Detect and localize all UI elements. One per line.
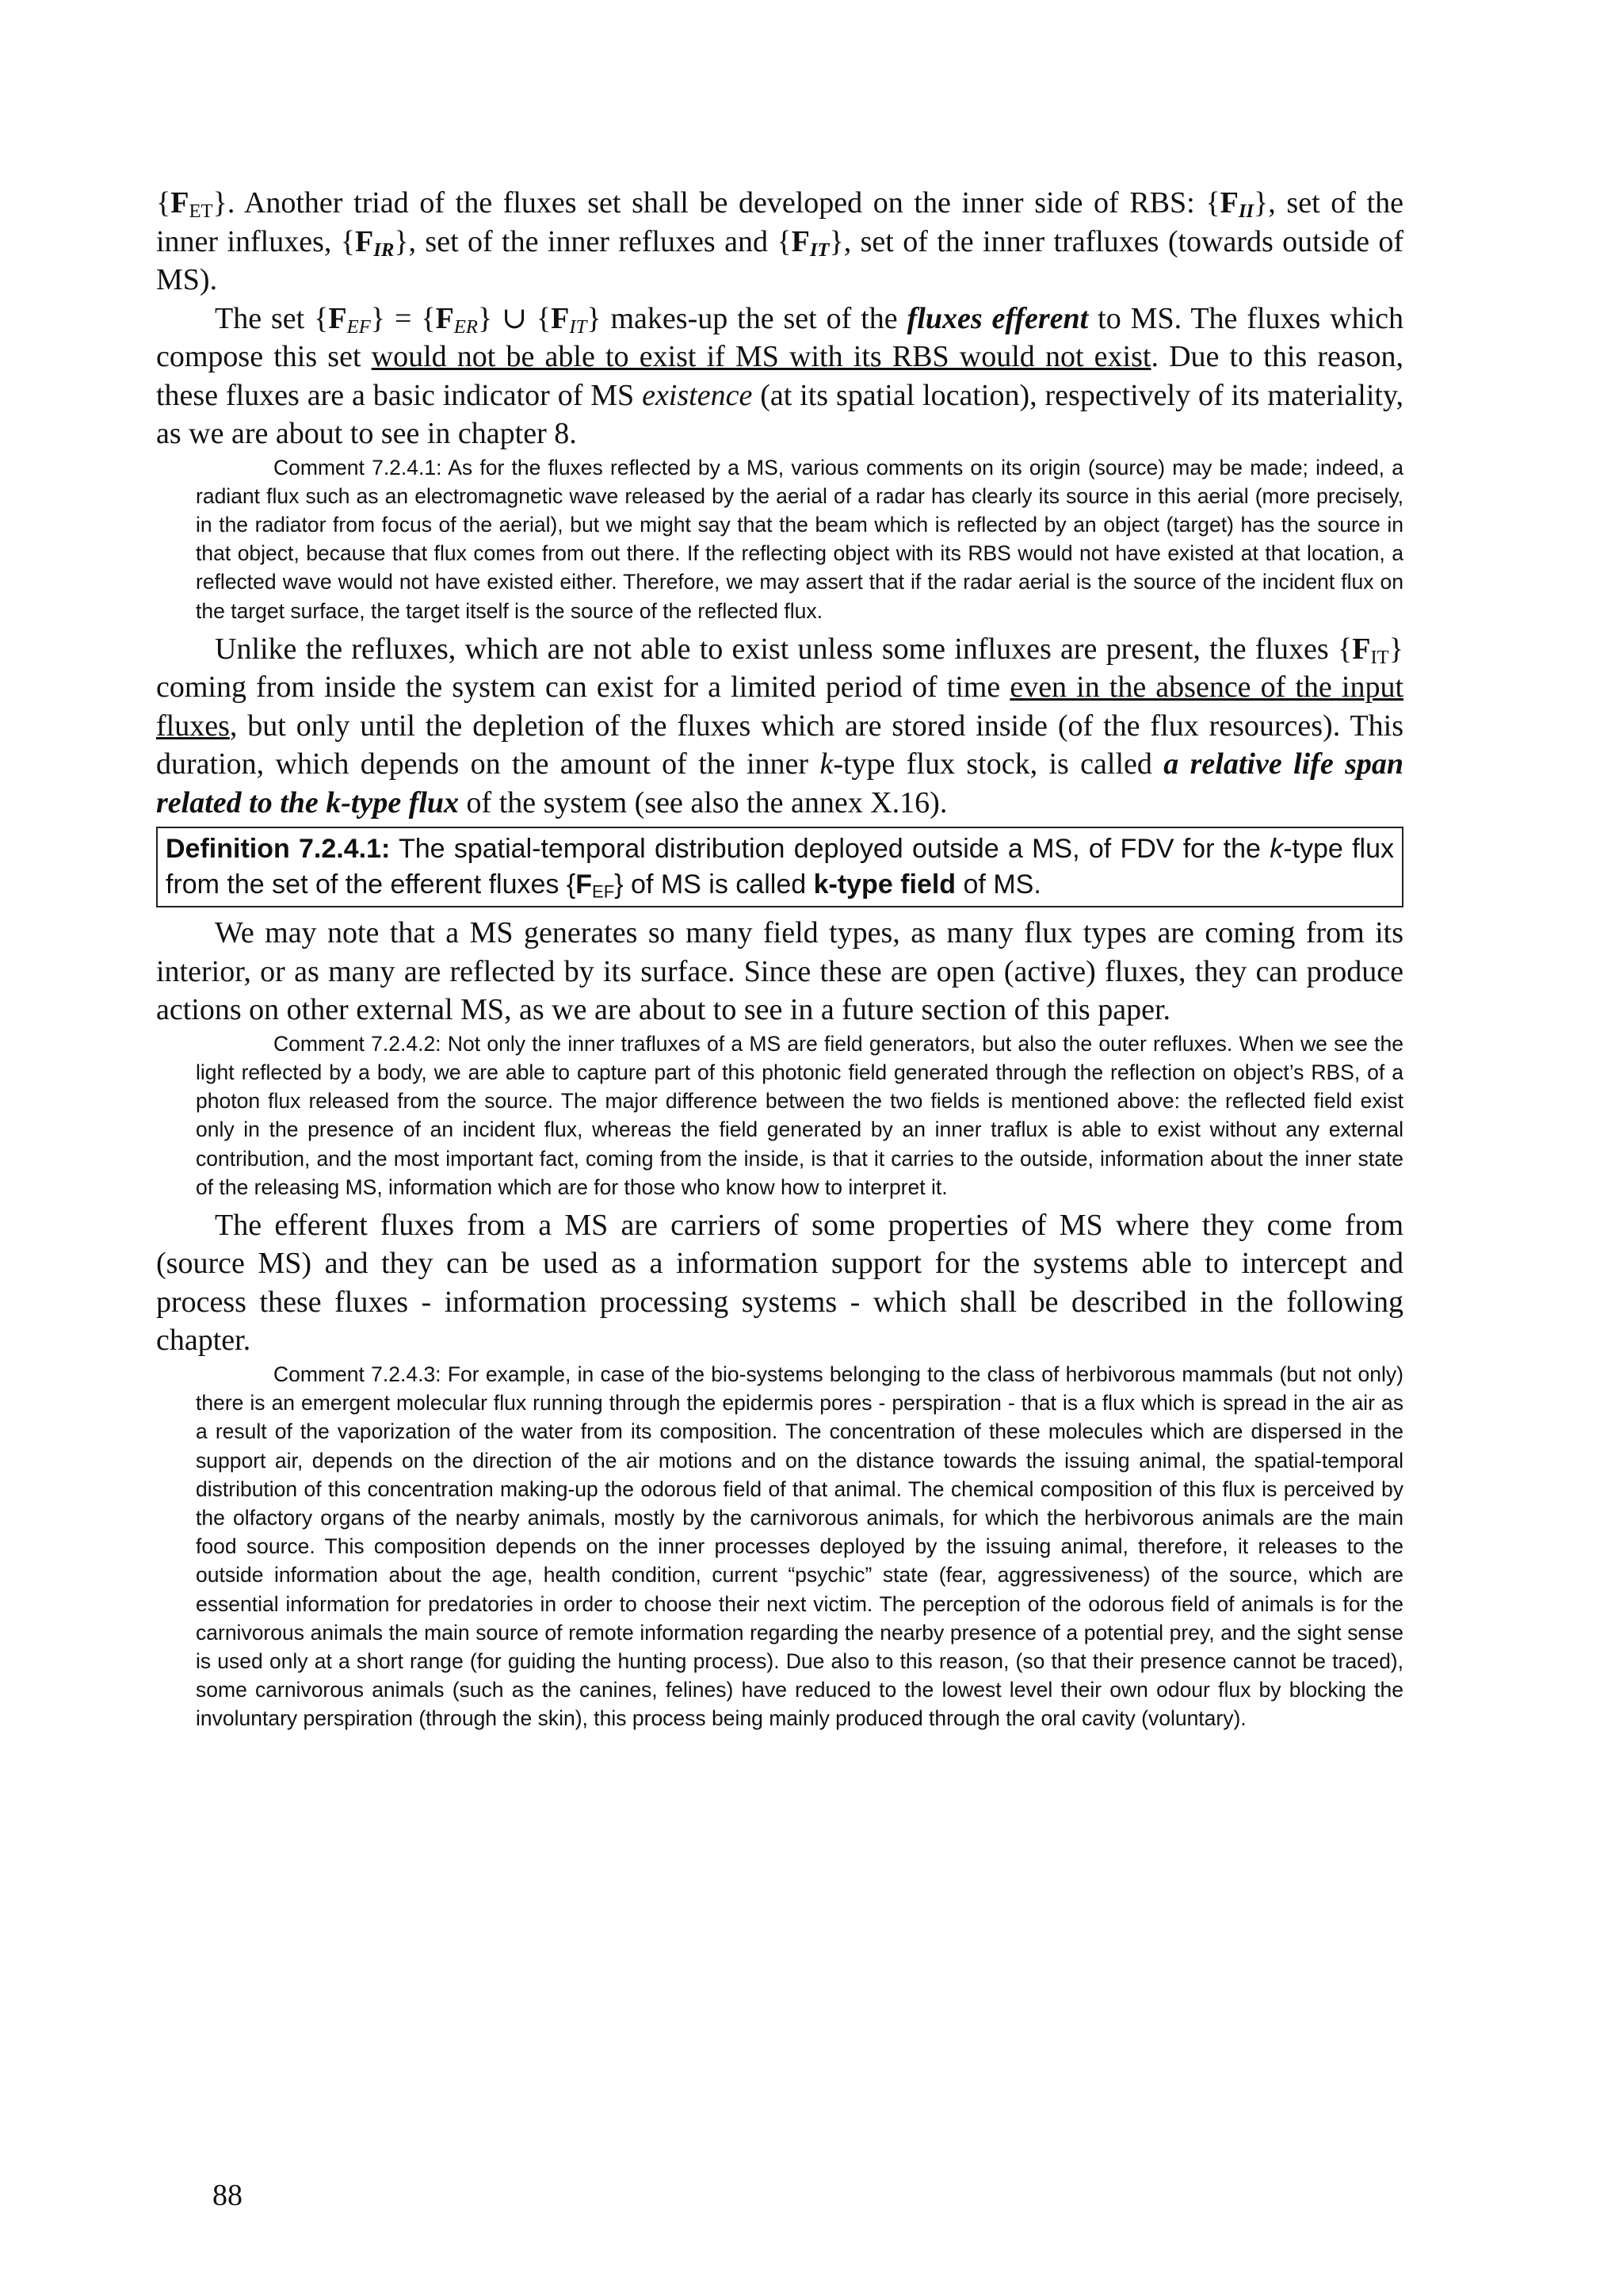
- comment-7-2-4-1: [196, 453, 1403, 625]
- comment-text: Comment 7.2.4.2: Not only the inner trafluxes of a MS are field generators, but also the outer refluxes. When we see the light reflected by a body, we are able to capture part of this photonic field generated through the reflection on object’s RBS, of a photon flux released from the source. The major difference between the two fields is mentioned above: the reflected field exist only in the presence of an incident flux, whereas the field generated by an inner traflux is able to exist without any external contribution, and the most important fact, coming from the inside, is that it carries to the outside, information about the inner state of the releasing MS, information which are for those who know how to interpret it.: [196, 1031, 1403, 1199]
- text: of MS.: [956, 869, 1041, 900]
- paragraph-field-types: We may note that a MS generates so many field types, as many flux types are coming from its interior, or as many are reflected by its surface. Since these are open (active) fluxes, they can produce actions on other external MS, as we are about to see in a future section of this paper.: [156, 916, 1403, 1027]
- text: -type flux stock, is called: [833, 747, 1164, 781]
- italic-text: k: [819, 747, 834, 781]
- text: (at its spatial location), respectively of its materiality, as we are about to see in chapter 8.: [156, 378, 1403, 450]
- subscript: IT: [569, 315, 587, 338]
- text: } makes-up the set of the: [586, 301, 907, 335]
- text: The set {: [215, 301, 329, 335]
- symbol-F: F: [575, 869, 593, 900]
- text: -type flux from the set of the efferent fluxes {: [166, 834, 1394, 900]
- text: } = {: [370, 301, 436, 335]
- emphasis: a relative life span related to the k-type flux: [156, 747, 1404, 819]
- comment-text: Comment 7.2.4.1: As for the fluxes reflected by a MS, various comments on its origin (source) may be made; indeed, a radiant flux such as an electromagnetic wave released by the aerial of a radar has clearly its source in this aerial (more precisely, in the radiator from focus of the aerial), but we might say that the beam which is reflected by an object (target) has the source in that object, because that flux comes from out there. If the reflecting object with its RBS would not have existed at that location, a reflected wave would not have existed either. Therefore, we may assert that if the radar aerial is the source of the incident flux on the target surface, the target itself is the source of the reflected flux.: [196, 455, 1403, 623]
- italic-text: k: [1270, 834, 1284, 865]
- symbol-F: F: [355, 224, 374, 258]
- comment-7-2-4-3: [196, 1360, 1403, 1733]
- definition-box: [156, 827, 1403, 907]
- text: } ∪ {: [477, 301, 552, 335]
- text: }, set of the inner refluxes and {: [394, 224, 792, 258]
- subscript: ER: [453, 315, 478, 338]
- text: {: [156, 186, 171, 220]
- text: The spatial-temporal distribution deployed outside a MS, of FDV for the: [390, 834, 1270, 865]
- text: } coming from inside the system can exist for a limited period of time: [156, 632, 1403, 705]
- text: }, set of the inner trafluxes (towards outside of MS).: [156, 224, 1403, 296]
- subscript: EF: [592, 881, 615, 902]
- subscript: EF: [346, 315, 371, 338]
- subscript: ET: [189, 201, 213, 223]
- subscript: IR: [373, 239, 395, 261]
- paragraph-life-span: [156, 630, 1403, 823]
- symbol-F: F: [170, 186, 189, 220]
- symbol-F: F: [435, 301, 454, 335]
- paragraph-inner-fluxes: [156, 184, 1403, 300]
- text: . Due to this reason, these fluxes are a basic indicator of MS: [156, 340, 1403, 412]
- paragraph-information-support: The efferent fluxes from a MS are carriers of some properties of MS where they come from (source MS) and they can be used as a information support for the systems able to intercept and process these fluxes - information processing systems - which shall be described in the following chapter.: [156, 1208, 1403, 1358]
- defined-term: k-type field: [813, 869, 957, 900]
- text: }, set of the inner influxes, {: [156, 186, 1403, 258]
- symbol-F: F: [791, 224, 810, 258]
- symbol-F: F: [1220, 186, 1239, 220]
- comment-7-2-4-2: [196, 1030, 1403, 1201]
- subscript: II: [1238, 201, 1254, 223]
- underlined-text: even in the absence of the input fluxes: [156, 670, 1404, 743]
- text: Unlike the refluxes, which are not able to exist unless some influxes are present, the fluxes {: [215, 632, 1353, 666]
- definition-label: Definition 7.2.4.1:: [166, 834, 391, 865]
- italic-text: existence: [642, 378, 753, 412]
- underlined-text: would not be able to exist if MS with its RBS would not exist: [371, 340, 1151, 373]
- paragraph-efferent-fluxes: [156, 300, 1403, 453]
- symbol-F: F: [1352, 632, 1371, 666]
- subscript: IT: [1370, 646, 1389, 668]
- text: to MS. The fluxes which compose this set: [156, 301, 1404, 373]
- symbol-F: F: [328, 301, 347, 335]
- text: , but only until the depletion of the fluxes which are stored inside (of the flux resources). This duration, which depends on the amount of the inner: [156, 709, 1403, 781]
- comment-text: Comment 7.2.4.3: For example, in case of the bio-systems belonging to the class of herbivorous mammals (but not only) there is an emergent molecular flux running through the epidermis pores - perspiration - that is a flux which is spread in the air as a result of the vaporization of the water from its composition. The concentration of these molecules which are dispersed in the support air, depends on the direction of the air motions and on the distance towards the issuing animal, the spatial-temporal distribution of this concentration making-up the odorous field of that animal. The chemical composition of this flux is perceived by the olfactory organs of the nearby animals, mostly by the carnivorous animals, for which the herbivorous animals are the main food source. This composition depends on the inner processes deployed by the issuing animal, therefore, it releases to the outside information about the age, health condition, current “psychic” state (fear, aggressiveness) of the source, which are essential information for predatories in order to choose their next victim. The perception of the odorous field of animals is for the carnivorous animals the main source of remote information regarding the nearby presence of a potential prey, and the sight sense is used only at a short range (for guiding the hunting process). Due also to this reason, (so that their presence cannot be traced), some carnivorous animals (such as the canines, felines) have reduced to the lowest level their own odour flux by blocking the involuntary perspiration (through the skin), this process being mainly produced through the oral cavity (voluntary).: [196, 1362, 1403, 1731]
- emphasis: fluxes efferent: [907, 301, 1089, 335]
- text: } of MS is called: [614, 869, 814, 900]
- page-body: [156, 184, 1403, 1738]
- symbol-F: F: [551, 301, 570, 335]
- subscript: IT: [809, 239, 830, 261]
- text: }. Another triad of the fluxes set shall be developed on the inner side of RBS: {: [212, 186, 1220, 220]
- text: of the system (see also the annex X.16).: [459, 785, 948, 819]
- page-number: 88: [212, 2179, 242, 2212]
